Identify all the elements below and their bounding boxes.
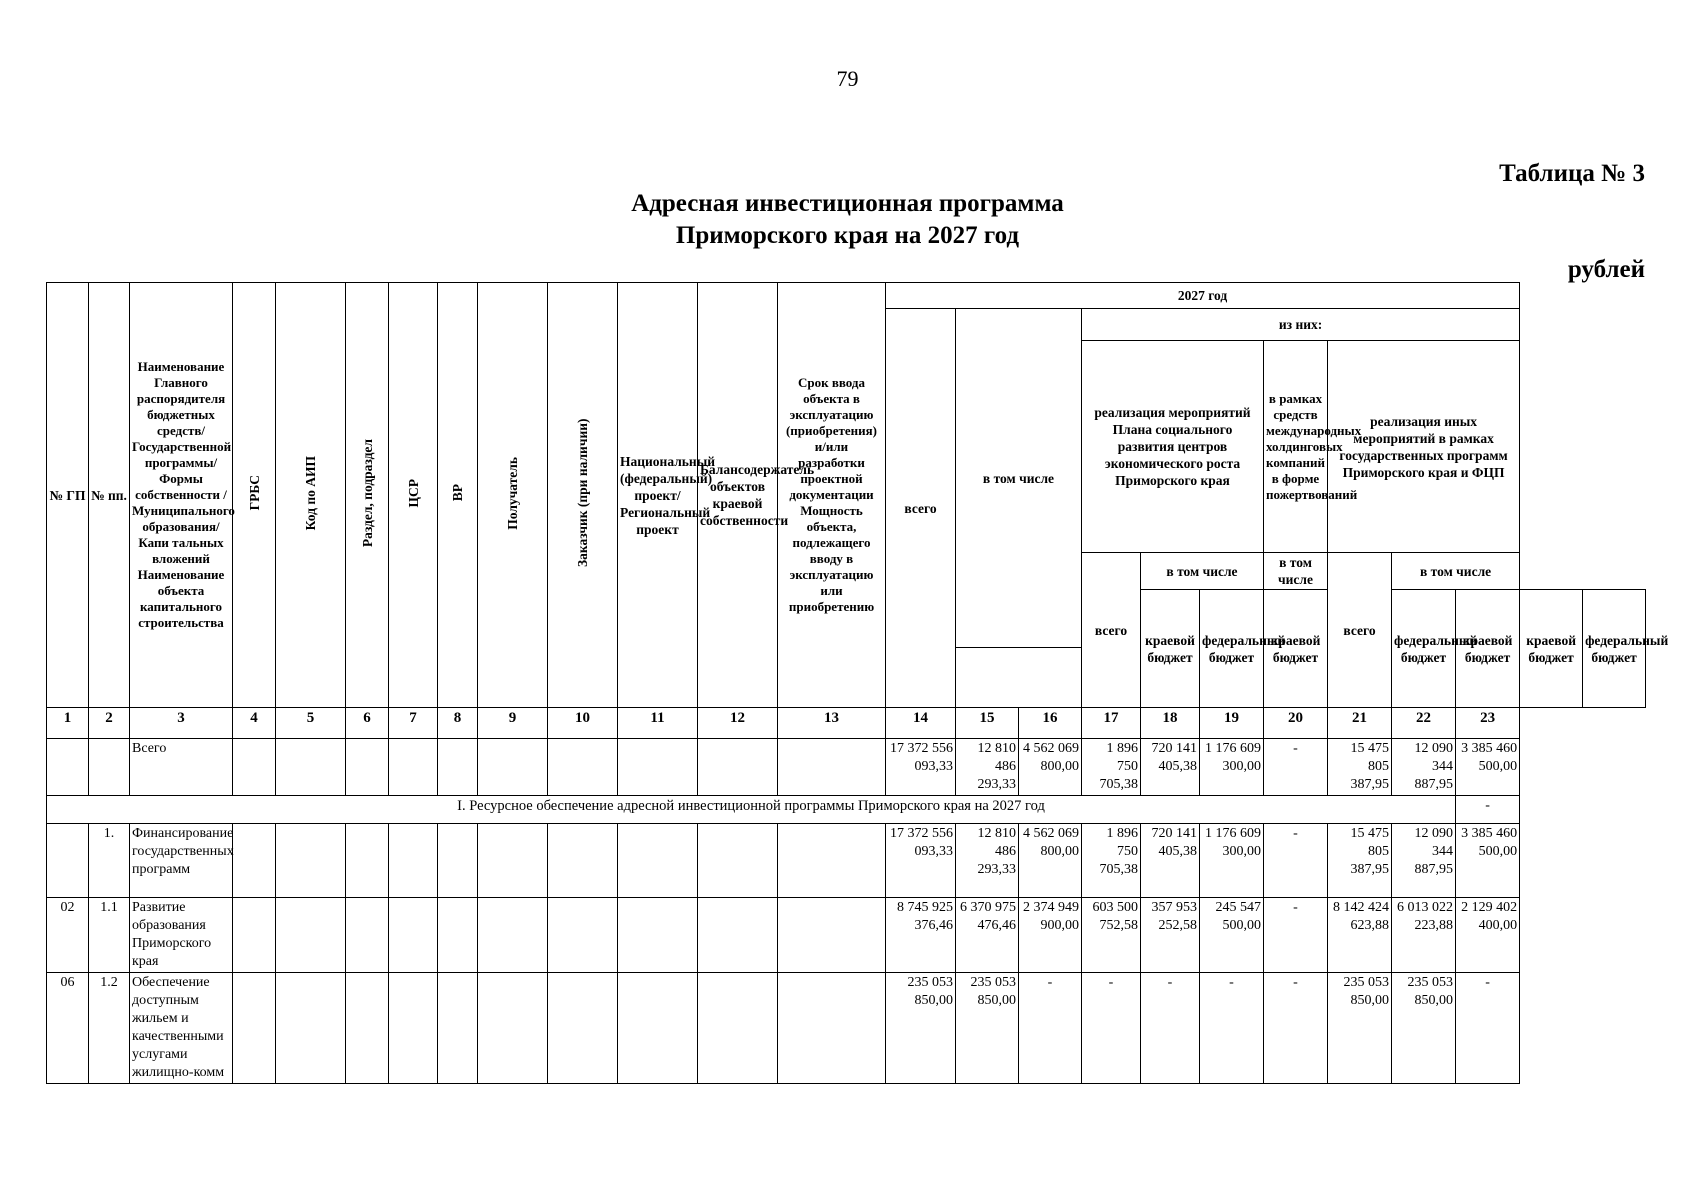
header-gp-no: № ГП: [47, 283, 89, 708]
units-label: рублей: [1567, 256, 1645, 283]
colnum: 16: [1019, 708, 1082, 739]
cell-c18: 720 141 405,38: [1141, 824, 1200, 898]
colnum: 10: [548, 708, 618, 739]
colnum: 5: [276, 708, 346, 739]
cell-c20: -: [1264, 824, 1328, 898]
colnum: 20: [1264, 708, 1328, 739]
colnum: 8: [438, 708, 478, 739]
cell-c20: -: [1264, 739, 1328, 796]
cell-name: Финансирование государственных программ: [130, 824, 233, 898]
header-balance-holder: Балансодержатель объектов краевой собственности: [698, 283, 778, 708]
cell-pp: 1.: [89, 824, 130, 898]
colnum: 6: [346, 708, 389, 739]
header-plan-total: всего: [1082, 553, 1141, 708]
cell-c22: 12 090 344 887,95: [1392, 824, 1456, 898]
colnum: 2: [89, 708, 130, 739]
cell-gp: [47, 739, 89, 796]
header-of-which: из них:: [1082, 309, 1520, 341]
cell-c23: 3 385 460 500,00: [1456, 824, 1520, 898]
cell-c22: 12 090 344 887,95: [1392, 739, 1456, 796]
cell-c14: 17 372 556 093,33: [886, 824, 956, 898]
header-total: всего: [886, 309, 956, 708]
header-pp-no: № пп.: [89, 283, 130, 708]
header-intl-holdings: в рамках средств международных холдинговых компаний в форме пожертвований: [1264, 341, 1328, 553]
header-other-programs: реализация иных мероприятий в рамках государственных программ Приморского края и ФЦП: [1328, 341, 1520, 553]
header-federal-16: федеральный бюджет: [1200, 590, 1264, 708]
colnum: 21: [1328, 708, 1392, 739]
table-row-2: [47, 898, 1646, 973]
cell-c15: 12 810 486 293,33: [956, 824, 1019, 898]
section-title: I. Ресурсное обеспечение адресной инвестиционной программы Приморского края на 2027 год: [47, 796, 1456, 824]
header-vr: ВР: [450, 484, 465, 502]
colnum: 4: [233, 708, 276, 739]
header-other-total: всего: [1328, 553, 1392, 708]
cell-c14: 235 053 850,00: [886, 973, 956, 1084]
table-row-total: [47, 739, 1646, 796]
header-kraevoy-18: краевой бюджет: [1264, 590, 1328, 708]
header-commission-term: Срок ввода объекта в эксплуатацию (приобретения) и/или разработки проектной документации Мощность объекта, подлежащего вводу в эксплуатацию или приобретению: [778, 283, 886, 708]
cell-c21: 15 475 805 387,95: [1328, 739, 1392, 796]
cell-c23: 3 385 460 500,00: [1456, 739, 1520, 796]
header-year: 2027 год: [886, 283, 1520, 309]
cell-c23: -: [1456, 973, 1520, 1084]
colnum: 13: [778, 708, 886, 739]
cell-c19: 1 176 609 300,00: [1200, 824, 1264, 898]
header-federal-19: федеральный бюджет: [1392, 590, 1456, 708]
cell-c22: 6 013 022 223,88: [1392, 898, 1456, 973]
colnum: 12: [698, 708, 778, 739]
colnum: 22: [1392, 708, 1456, 739]
cell-c17: -: [1082, 973, 1141, 1084]
table-row-3: [47, 973, 1646, 1084]
cell-c17: 1 896 750 705,38: [1082, 824, 1141, 898]
cell-name: Обеспечение доступным жильем и качественными услугами жилищно-комм: [130, 973, 233, 1084]
cell-c16: -: [1019, 973, 1082, 1084]
cell-c19: -: [1200, 973, 1264, 1084]
cell-pp: 1.1: [89, 898, 130, 973]
header-other-including: в том числе: [1392, 553, 1520, 590]
cell-c20: -: [1264, 898, 1328, 973]
cell-c14: 8 745 925 376,46: [886, 898, 956, 973]
header-name: Наименование Главного распорядителя бюджетных средств/Государственной программы/ Формы собственности /Муниципального образования/Капи тальных вложений Наименование объекта капитального строительства: [130, 283, 233, 708]
colnum: 1: [47, 708, 89, 739]
column-numbers-row: [47, 708, 1646, 739]
table-label: Таблица № 3: [1499, 160, 1645, 187]
title-line-2: Приморского края на 2027 год: [675, 222, 1020, 249]
header-section: Раздел, подраздел: [359, 438, 375, 548]
header-csr: ЦСР: [405, 478, 421, 508]
cell-c16: 4 562 069 800,00: [1019, 824, 1082, 898]
header-plan-including: в том числе: [1141, 553, 1264, 590]
cell-c17: 1 896 750 705,38: [1082, 739, 1141, 796]
cell-c19: 245 547 500,00: [1200, 898, 1264, 973]
colnum: 23: [1456, 708, 1520, 739]
cell-name: Всего: [130, 739, 233, 796]
cell-c15: 6 370 975 476,46: [956, 898, 1019, 973]
cell-c21: 15 475 805 387,95: [1328, 824, 1392, 898]
header-federal-23: федеральный бюджет: [1583, 590, 1646, 708]
section-row: [47, 796, 1646, 824]
colnum: 19: [1200, 708, 1264, 739]
cell-c19: 1 176 609 300,00: [1200, 739, 1264, 796]
header-national-project: Национальный (федеральный) проект/ Региональный проект: [618, 283, 698, 708]
cell-c20: -: [1264, 973, 1328, 1084]
header-aip-code: Код по АИП: [303, 455, 318, 531]
cell-c21: 8 142 424 623,88: [1328, 898, 1392, 973]
cell-c14: 17 372 556 093,33: [886, 739, 956, 796]
colnum: 15: [956, 708, 1019, 739]
colnum: 11: [618, 708, 698, 739]
cell-c16: 2 374 949 900,00: [1019, 898, 1082, 973]
cell-pp: 1.2: [89, 973, 130, 1084]
page-number: 79: [836, 66, 859, 91]
document-title: [0, 188, 1695, 252]
colnum: 18: [1141, 708, 1200, 739]
cell-c16: 4 562 069 800,00: [1019, 739, 1082, 796]
cell-gp: 06: [47, 973, 89, 1084]
header-kraevoy-15: краевой бюджет: [1141, 590, 1200, 708]
table-row-1: [47, 824, 1646, 898]
header-kraevoy-22: краевой бюджет: [1520, 590, 1583, 708]
header-including: в том числе: [956, 309, 1082, 648]
cell-c17: 603 500 752,58: [1082, 898, 1141, 973]
colnum: 7: [389, 708, 438, 739]
cell-pp: [89, 739, 130, 796]
colnum: 9: [478, 708, 548, 739]
header-kraevoy-20: краевой бюджет: [1456, 590, 1520, 708]
cell-gp: 02: [47, 898, 89, 973]
cell-c18: 720 141 405,38: [1141, 739, 1200, 796]
cell-gp: [47, 824, 89, 898]
colnum: 17: [1082, 708, 1141, 739]
cell-c21: 235 053 850,00: [1328, 973, 1392, 1084]
header-customer: Заказчик (при наличии): [575, 418, 590, 568]
colnum: 14: [886, 708, 956, 739]
cell-c18: -: [1141, 973, 1200, 1084]
cell-name: Развитие образования Приморского края: [130, 898, 233, 973]
header-plan-realization: реализация мероприятий Плана социального развития центров экономического роста Приморского края: [1082, 341, 1264, 553]
title-line-1: Адресная инвестиционная программа: [631, 190, 1064, 217]
section-dash: -: [1456, 796, 1520, 824]
cell-c23: 2 129 402 400,00: [1456, 898, 1520, 973]
header-intl-including: в том числе: [1264, 553, 1328, 590]
header-grbs: ГРБС: [246, 475, 262, 511]
cell-c22: 235 053 850,00: [1392, 973, 1456, 1084]
cell-c18: 357 953 252,58: [1141, 898, 1200, 973]
colnum: 3: [130, 708, 233, 739]
investment-program-table: [46, 282, 1669, 1084]
cell-c15: 12 810 486 293,33: [956, 739, 1019, 796]
cell-c15: 235 053 850,00: [956, 973, 1019, 1084]
header-recipient: Получатель: [505, 456, 520, 530]
